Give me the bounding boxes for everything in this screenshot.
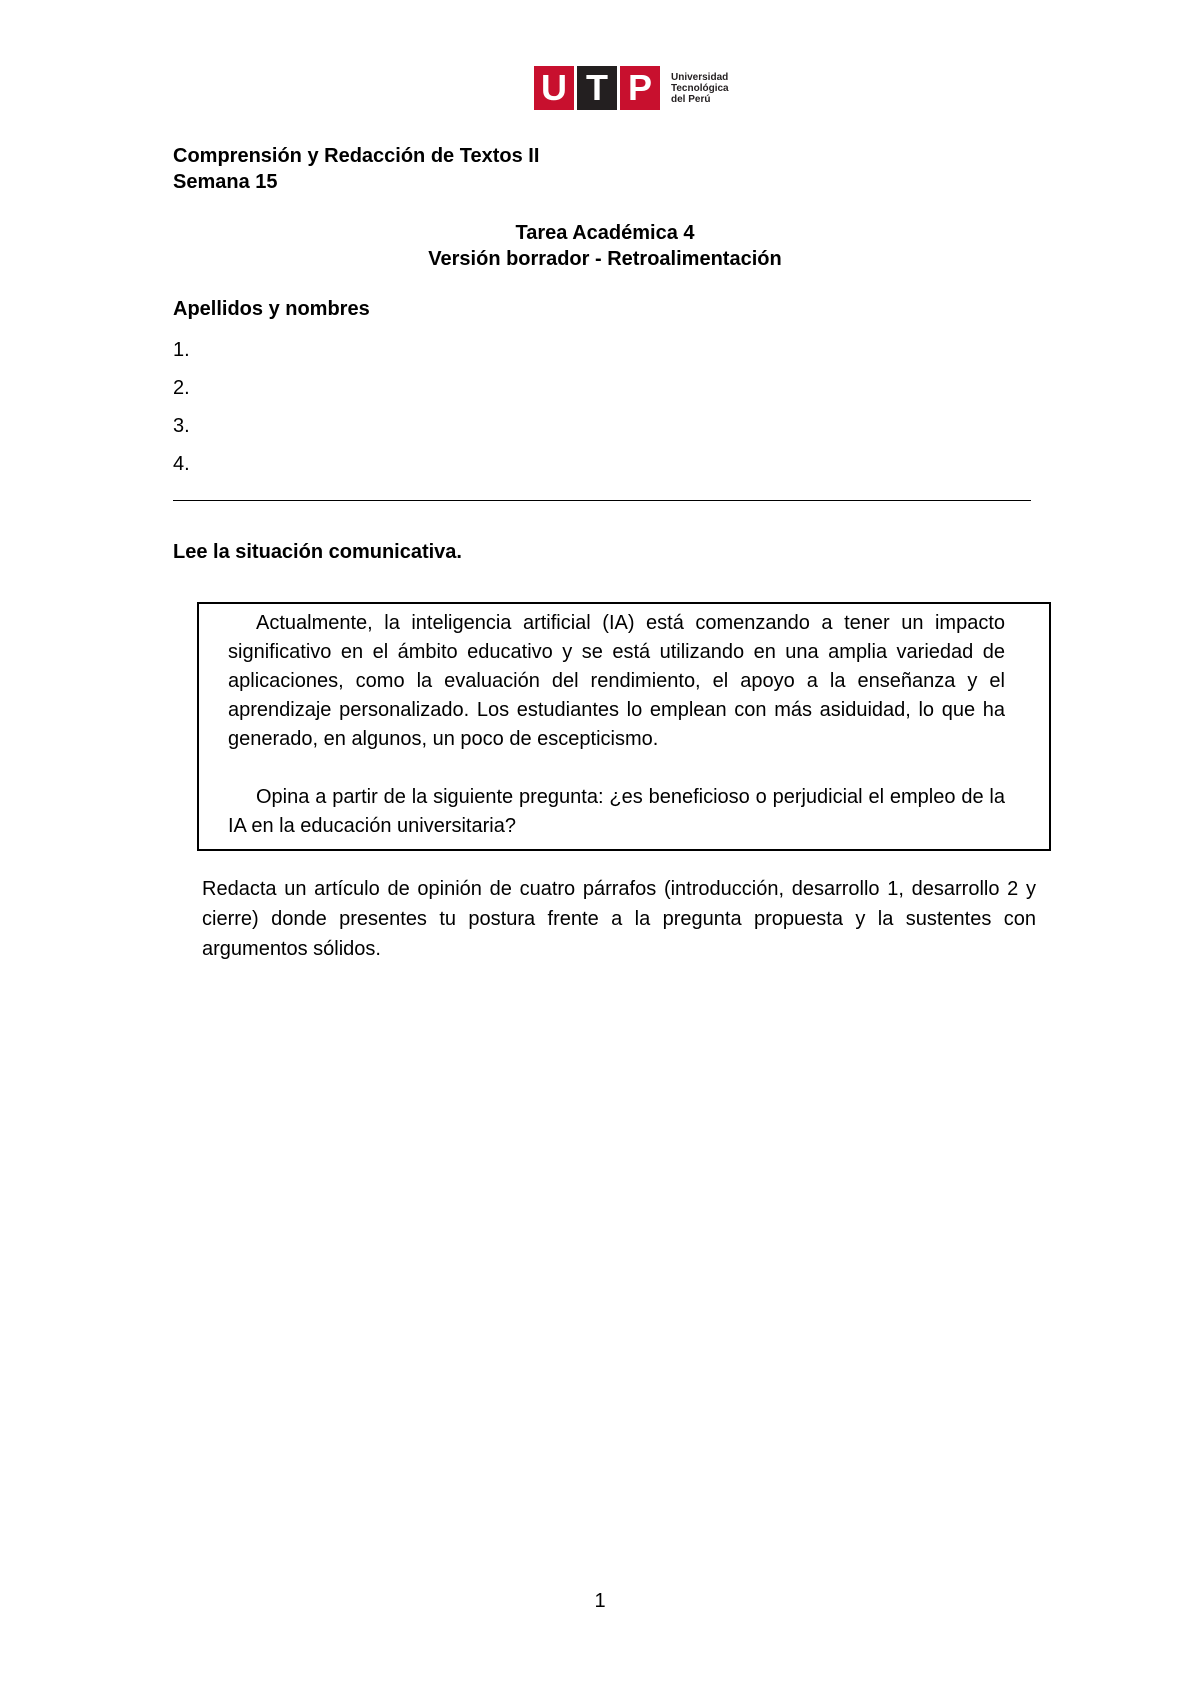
logo-letter-u: U [534,66,574,110]
document-title [0,220,1200,272]
name-item-2: 2. [173,377,190,399]
situation-box [197,602,1051,851]
logo-line-1: Universidad [671,71,729,83]
course-header [173,143,539,195]
assignment-title: Tarea Académica 4 [515,222,695,244]
situation-paragraph-2: Opina a partir de la siguiente pregunta: ¿es beneficioso o perjudicial el empleo de la IA en la educación universitaria? [228,786,1005,837]
week-label: Semana 15 [173,171,278,193]
horizontal-divider [173,500,1031,501]
name-item-1: 1. [173,339,190,361]
course-title: Comprensión y Redacción de Textos II [173,145,540,167]
situation-paragraph-1: Actualmente, la inteligencia artificial (IA) está comenzando a tener un impacto significativo en el ámbito educativo y se está utilizando en una amplia variedad de aplicaciones, como la evaluación del rendimiento, el apoyo a la enseñanza y el aprendizaje personalizado. Los estudiantes lo emplean con más asiduidad, lo que ha generado, en algunos, un poco de escepticismo. [228,612,1005,750]
logo-letter-t: T [577,66,617,110]
name-item-4: 4. [173,453,190,475]
logo-letter-p: P [620,66,660,110]
logo-line-3: del Perú [671,93,711,105]
logo-letters [534,66,663,110]
page-number: 1 [594,1590,606,1612]
logo-line-2: Tecnológica [671,82,729,94]
names-heading: Apellidos y nombres [173,298,370,320]
assignment-subtitle: Versión borrador - Retroalimentación [428,248,782,270]
logo-university-name [671,72,729,105]
utp-logo [534,66,729,110]
task-instructions: Redacta un artículo de opinión de cuatro párrafos (introducción, desarrollo 1, desarrollo 2 y cierre) donde presentes tu postura frente a la pregunta propuesta y la sustentes con argumentos sólidos. [202,878,1036,960]
names-list [173,337,190,489]
instruction-heading: Lee la situación comunicativa. [173,541,462,563]
name-item-3: 3. [173,415,190,437]
